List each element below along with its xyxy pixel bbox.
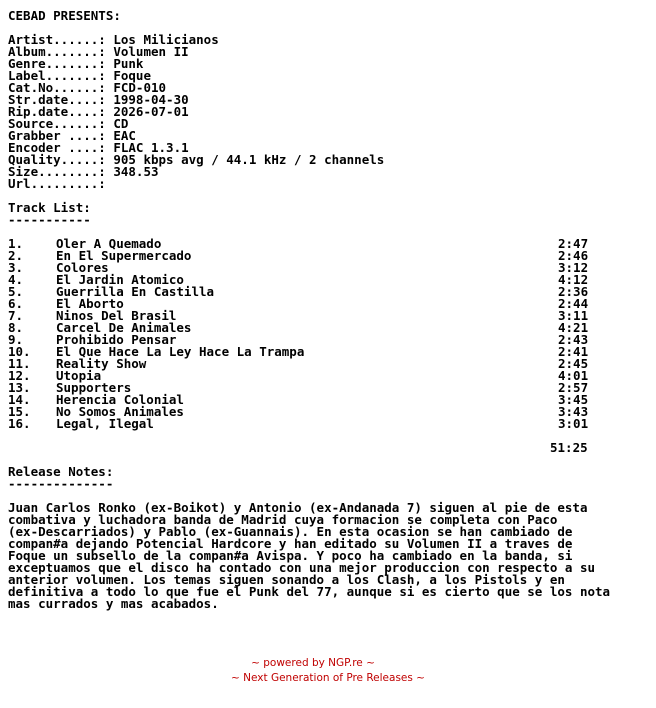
track-duration: 3:11 [558, 308, 589, 323]
track-number: 3. [8, 260, 24, 275]
release-notes-line: Foque un subsello de la compan#a Avispa. Y poco ha cambiado en la banda, si [8, 548, 573, 563]
release-notes-line: mas currados y mas acabados. [8, 596, 219, 611]
track-duration: 2:46 [558, 248, 589, 263]
track-number: 8. [8, 320, 24, 335]
track-title: El Aborto [56, 296, 124, 311]
track-title: Carcel De Animales [56, 320, 192, 335]
track-title: Supporters [56, 380, 132, 395]
catno-field: Cat.No......: FCD-010 [8, 80, 167, 95]
track-number: 15. [8, 404, 31, 419]
track-row [8, 358, 653, 370]
rip-date-field: Rip.date....: 2026-07-01 [8, 104, 189, 119]
track-number: 11. [8, 356, 31, 371]
track-duration: 2:47 [558, 236, 589, 251]
track-number: 7. [8, 308, 24, 323]
release-notes-line: combativa y luchadora banda de Madrid cuya formacion se completa con Paco [8, 512, 558, 527]
track-number: 5. [8, 284, 24, 299]
track-number: 14. [8, 392, 31, 407]
track-number: 13. [8, 380, 31, 395]
release-notes-line: (ex-Descarriados) y Pablo (ex-Guannais). En esta ocasion se han cambiado de [8, 524, 573, 539]
track-title: Guerrilla En Castilla [56, 284, 215, 299]
tracklist-underline: ----------- [8, 212, 91, 227]
track-number: 1. [8, 236, 24, 251]
track-number: 16. [8, 416, 31, 431]
track-duration: 3:45 [558, 392, 589, 407]
track-duration: 3:01 [558, 416, 589, 431]
release-notes-line: anterior volumen. Los temas siguen sonando a los Clash, a los Pistols y en [8, 572, 565, 587]
presents-heading: CEBAD PRESENTS: [8, 8, 121, 23]
album-field: Album.......: Volumen II [8, 44, 189, 59]
track-title: Utopia [56, 368, 102, 383]
encoder-field: Encoder ....: FLAC 1.3.1 [8, 140, 189, 155]
track-number: 6. [8, 296, 24, 311]
track-title: Oler A Quemado [56, 236, 162, 251]
track-number: 2. [8, 248, 24, 263]
track-row [8, 418, 653, 430]
release-notes-line: definitiva a todo lo que fue el Punk del 77, aunque si es cierto que se los nota [8, 584, 611, 599]
track-number: 9. [8, 332, 24, 347]
release-notes-underline: -------------- [8, 476, 114, 491]
track-duration: 4:01 [558, 368, 589, 383]
track-duration: 4:21 [558, 320, 589, 335]
size-field: Size........: 348.53 [8, 164, 159, 179]
track-duration: 3:12 [558, 260, 589, 275]
footer-powered-by: ~ powered by NGP.re ~ [251, 657, 375, 669]
source-field: Source......: CD [8, 116, 129, 131]
track-number: 12. [8, 368, 31, 383]
track-title: Legal, Ilegal [56, 416, 154, 431]
footer-tagline: ~ Next Generation of Pre Releases ~ [231, 672, 425, 684]
track-duration: 2:45 [558, 356, 589, 371]
track-title: En El Supermercado [56, 248, 192, 263]
track-title: Colores [56, 260, 109, 275]
total-duration-row [8, 442, 653, 454]
track-duration: 2:41 [558, 344, 589, 359]
track-duration: 2:57 [558, 380, 589, 395]
release-notes-line: exceptuamos que el disco ha contado con una mejor produccion con respecto a su [8, 560, 595, 575]
track-title: No Somos Animales [56, 404, 184, 419]
nfo-document [8, 10, 653, 610]
track-duration: 2:36 [558, 284, 589, 299]
release-notes-line: compan#a dejando Potencial Hardcore y han editado su Volumen II a traves de [8, 536, 573, 551]
track-title: El Que Hace La Ley Hace La Trampa [56, 344, 305, 359]
release-notes-heading: Release Notes: [8, 464, 114, 479]
track-duration: 2:44 [558, 296, 589, 311]
track-title: Ninos Del Brasil [56, 308, 177, 323]
artist-field: Artist......: Los Milicianos [8, 32, 219, 47]
tracklist-heading: Track List: [8, 200, 91, 215]
track-duration: 2:43 [558, 332, 589, 347]
genre-field: Genre.......: Punk [8, 56, 144, 71]
track-number: 10. [8, 344, 31, 359]
release-notes-line: Juan Carlos Ronko (ex-Boikot) y Antonio (ex-Andanada 7) siguen al pie de esta [8, 500, 588, 515]
track-duration: 3:43 [558, 404, 589, 419]
track-list [8, 238, 653, 430]
label-field: Label.......: Foque [8, 68, 151, 83]
quality-field: Quality.....: 905 kbps avg / 44.1 kHz / 2 channels [8, 152, 385, 167]
track-duration: 4:12 [558, 272, 589, 287]
release-notes-body [8, 502, 653, 610]
track-title: El Jardin Atomico [56, 272, 184, 287]
track-title: Prohibido Pensar [56, 332, 177, 347]
track-number: 4. [8, 272, 24, 287]
track-title: Reality Show [56, 356, 147, 371]
street-date-field: Str.date....: 1998-04-30 [8, 92, 189, 107]
url-field: Url.........: [8, 176, 106, 191]
grabber-field: Grabber ....: EAC [8, 128, 136, 143]
total-duration: 51:25 [550, 440, 588, 455]
track-title: Herencia Colonial [56, 392, 184, 407]
